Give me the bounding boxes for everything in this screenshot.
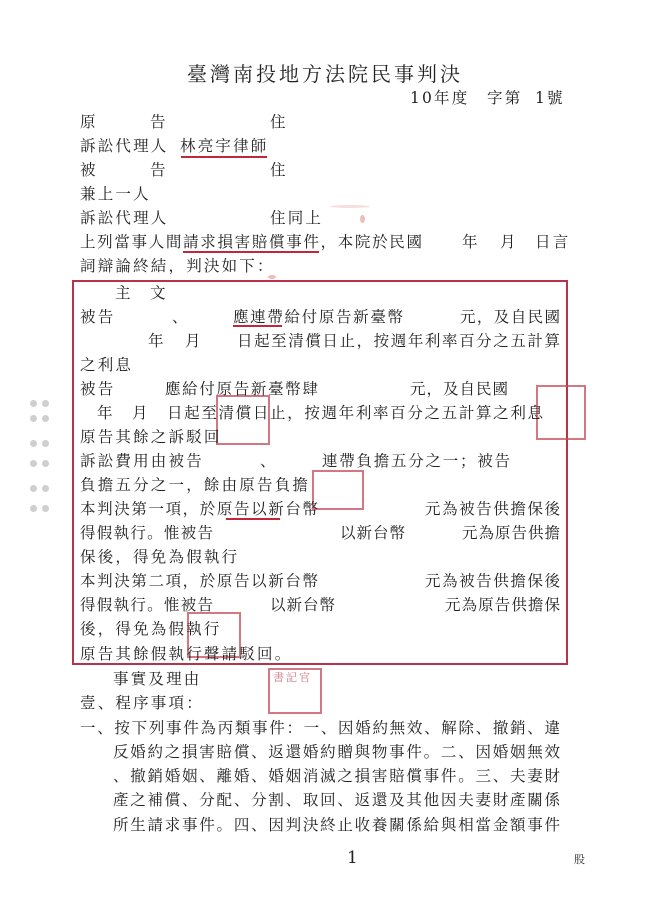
case-number: 1號: [535, 89, 565, 107]
main-line: 被告: [80, 380, 116, 398]
main-line: 年: [148, 332, 166, 350]
defendant-address: 住: [270, 161, 288, 179]
main-line: 元為原告供擔保: [445, 596, 560, 614]
paragraph-line: 、撤銷婚姻、離婚、婚姻消滅之損害賠償事件。三、夫妻財: [113, 767, 560, 785]
case-year-suffix: 年度: [434, 89, 470, 107]
main-line: 元為被告供擔保後: [425, 500, 560, 518]
main-line: 原告其餘假執行聲請駁回。: [80, 645, 293, 663]
ink-speck: [360, 215, 365, 223]
main-line: 保後，得免為假執行: [80, 548, 240, 566]
main-line: 得假執行。惟被告: [80, 596, 213, 614]
agent2-address: 住同上: [270, 209, 324, 227]
main-line: 月: [185, 332, 203, 350]
paragraph-line: 所生請求事件。四、因判決終止收養關係給與相當金額事件: [113, 816, 560, 834]
agent-label: 訴訟代理人: [80, 137, 169, 155]
case-word: 字第: [487, 89, 523, 107]
main-line: 元，及自民國: [460, 308, 560, 326]
division-mark: 股: [574, 853, 588, 866]
plaintiff-address: 住: [270, 113, 288, 131]
case-year: 10: [410, 89, 435, 107]
main-line: 後，得免為假執行: [80, 620, 222, 638]
intro-line2: 詞辯論終結，判決如下：: [80, 257, 275, 275]
defendant-label-b: 告: [150, 161, 168, 179]
clerk-stamp-label: 書記官: [273, 671, 312, 684]
paragraph-line: 反婚約之損害賠償、返還婚約贈與物事件。二、因婚姻無效: [113, 743, 560, 761]
paragraph-line: 產之補償、分配、分割、取回、返還及其他因夫妻財產關係: [113, 791, 560, 809]
main-line: 訴訟費用由被告: [80, 452, 204, 470]
facts-heading: 事實及理由: [113, 670, 202, 688]
main-line: 本判決第二項，於原告以新台幣: [80, 572, 318, 590]
main-line: 月: [132, 404, 150, 422]
main-line: 得假執行。惟被告: [80, 524, 213, 542]
main-line: 原告其餘之訴駁回: [80, 428, 222, 446]
intro-day: 日言: [535, 233, 571, 251]
main-line: 年: [97, 404, 115, 422]
main-line: 應連帶給付原告新臺幣: [233, 308, 403, 326]
clerk-stamp: [312, 470, 364, 510]
page-number: 1: [347, 848, 361, 868]
agent-name: 林亮宇律師: [180, 137, 269, 155]
main-heading-a: 主: [115, 284, 133, 302]
main-line: 日起至清償日止，按週年利率百分之五計算之利息: [167, 404, 543, 422]
main-line: 、: [172, 308, 190, 326]
plaintiff-label-b: 告: [150, 113, 168, 131]
ink-speck: [330, 205, 370, 208]
document-title: 臺灣南投地方法院民事判決: [187, 62, 463, 86]
intro-year: 年: [462, 233, 480, 251]
intro-line1: 上列當事人間請求損害賠償事件，本院於民國: [80, 233, 422, 251]
intro-month: 月: [500, 233, 518, 251]
main-line: 應給付原告新臺幣肆: [165, 380, 318, 398]
main-line: 以新台幣: [270, 596, 335, 614]
main-line: 日起至清償日止，按週年利率百分之五計算: [237, 332, 560, 350]
clerk-stamp: [536, 385, 586, 440]
paragraph-line: 一、按下列事件為丙類事件：一、因婚約無效、解除、撤銷、違: [80, 719, 560, 737]
main-line: 負擔五分之一，餘由原告負擔: [80, 476, 311, 494]
main-line: 本判決第一項，於原告以新台幣: [80, 500, 318, 518]
main-line: 被告: [80, 308, 116, 326]
main-line: 連帶負擔五分之一；被告: [322, 452, 510, 470]
joint-party: 兼上一人: [80, 185, 151, 203]
clerk-stamp: [268, 668, 322, 714]
main-heading-b: 文: [150, 284, 168, 302]
section-heading: 壹、程序事項：: [80, 694, 204, 712]
plaintiff-label-a: 原: [80, 113, 98, 131]
defendant-label-a: 被: [80, 161, 98, 179]
main-line: 以新台幣: [340, 524, 405, 542]
main-line: 元為被告供擔保後: [425, 572, 560, 590]
agent-name-underline: [181, 156, 267, 158]
main-line: 元，及自民國: [410, 380, 508, 398]
main-line: 之利息: [80, 356, 134, 374]
main-line: 、: [260, 452, 278, 470]
main-line: 元為原告供擔: [462, 524, 560, 542]
agent2-label: 訴訟代理人: [80, 209, 169, 227]
